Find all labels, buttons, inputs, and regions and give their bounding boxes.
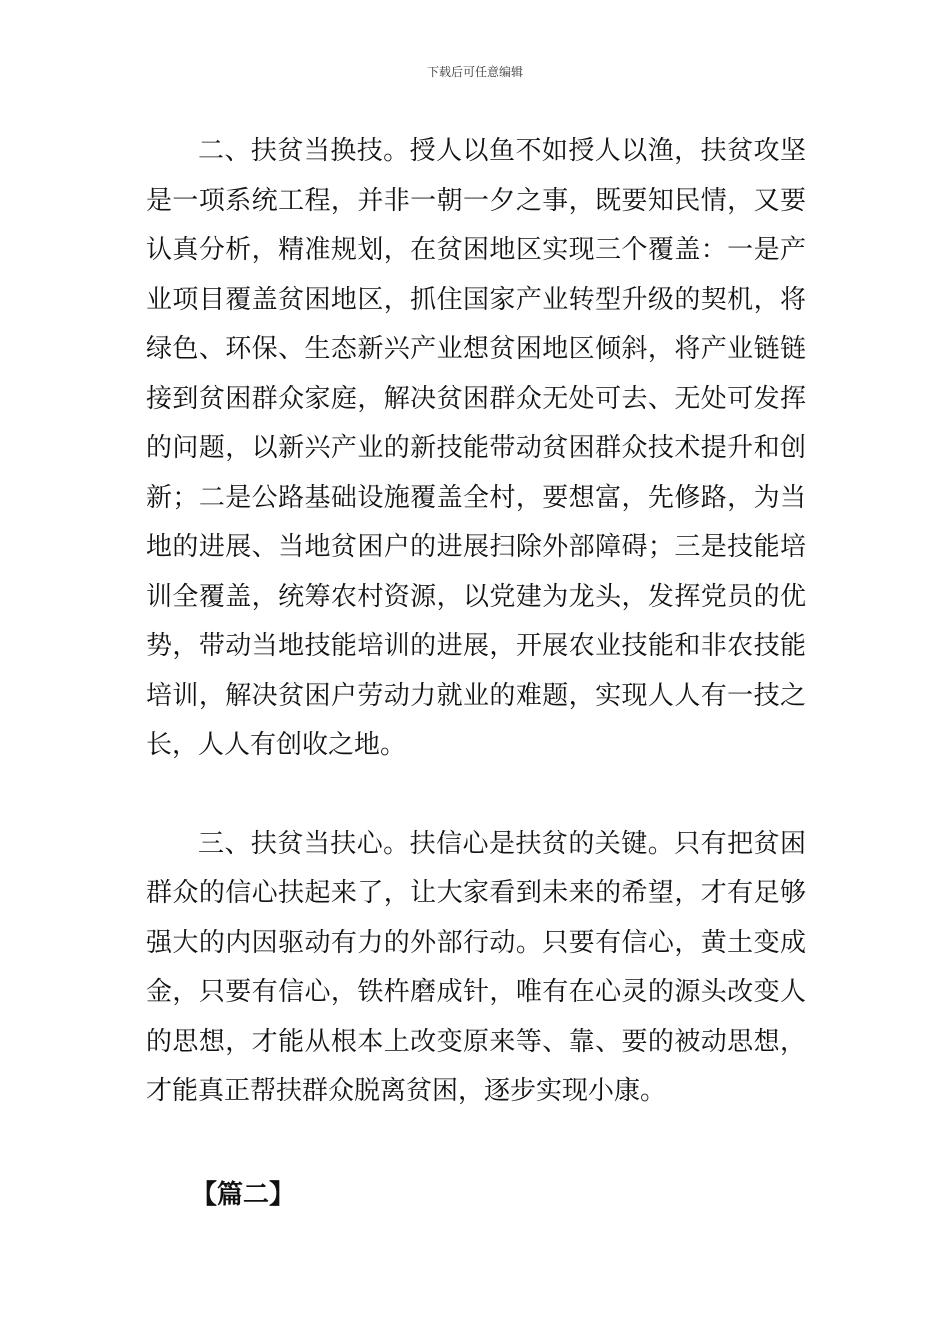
page-header: 下载后可任意编辑 — [426, 65, 523, 79]
paragraph-poverty-skills: 二、扶贫当换技。授人以鱼不如授人以渔，扶贫攻坚是一项系统工程，并非一朝一夕之事，既要知民情，又要认真分析，精准规划，在贫困地区实现三个覆盖：一是产业项目覆盖贫困地区，抓住国家产业转型升级的契机，将绿色、环保、生态新兴产业想贫困地区倾斜，将产业链链接到贫困群众家庭，解决贫困群众无处可去、无处可发挥的问题，以新兴产业的新技能带动贫困群众技术提升和创新；二是公路基础设施覆盖全村，要想富，先修路，为当地的进展、当地贫困户的进展扫除外部障碍；三是技能培训全覆盖，统筹农村资源，以党建为龙头，发挥党员的优势，带动当地技能培训的进展，开展农业技能和非农技能培训，解决贫困户劳动力就业的难题，实现人人有一技之长，人人有创收之地。 — [146, 136, 806, 760]
section-heading: 【篇二】 — [191, 1179, 296, 1210]
document-body — [146, 127, 806, 1215]
paragraph-poverty-confidence: 三、扶贫当扶心。扶信心是扶贫的关键。只有把贫困群众的信心扶起来了，让大家看到未来的希望，才有足够强大的内因驱动有力的外部行动。只要有信心，黄土变成金，只要有信心，铁杵磨成针，唯有在心灵的源头改变人的思想，才能从根本上改变原来等、靠、要的被动思想，才能真正帮扶群众脱离贫困，逐步实现小康。 — [146, 828, 806, 1106]
